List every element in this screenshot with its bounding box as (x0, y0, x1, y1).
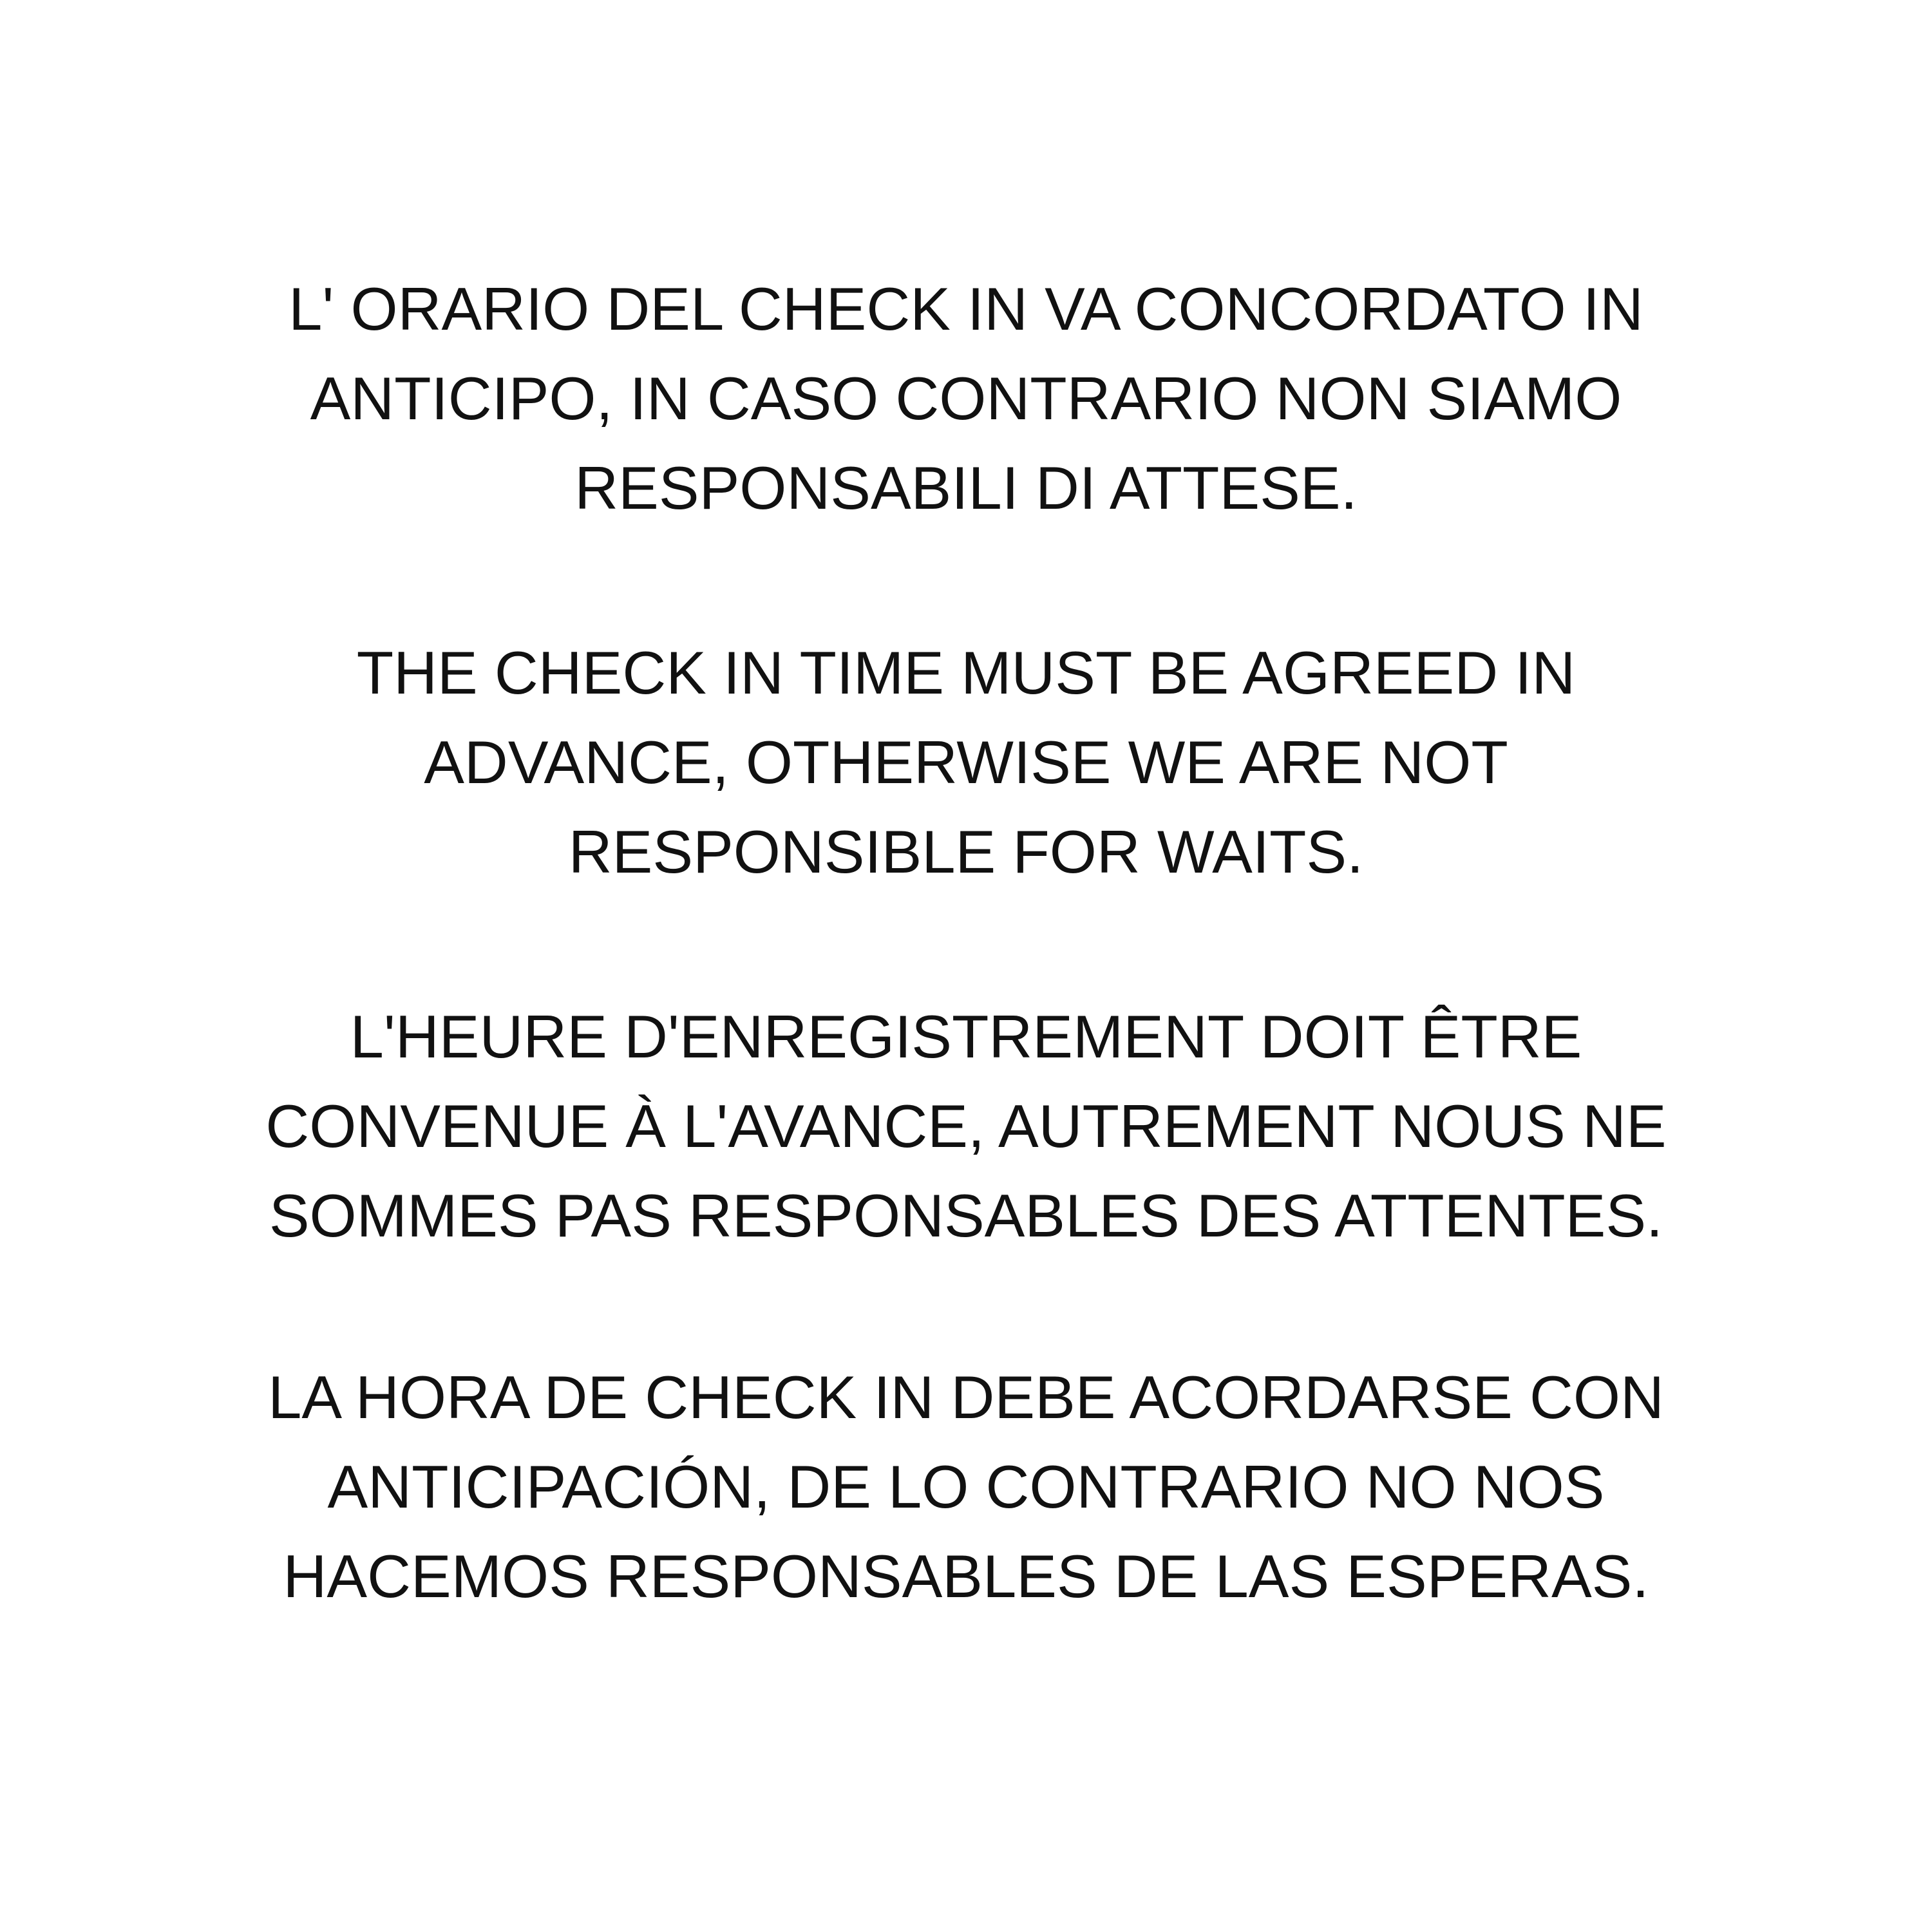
notice-line: SOMMES PAS RESPONSABLES DES ATTENTES. (269, 1182, 1663, 1249)
notice-paragraph-italian (0, 264, 1932, 533)
notice-paragraph-french (0, 992, 1932, 1260)
notice-line: RESPONSABILI DI ATTESE. (574, 454, 1358, 522)
notice-paragraph-english (0, 628, 1932, 896)
notice-line: L' ORARIO DEL CHECK IN VA CONCORDATO IN (289, 275, 1643, 343)
notice-line: LA HORA DE CHECK IN DEBE ACORDARSE CON (268, 1363, 1664, 1431)
notice-line: HACEMOS RESPONSABLES DE LAS ESPERAS. (283, 1542, 1649, 1610)
notice-line: ANTICIPACIÓN, DE LO CONTRARIO NO NOS (327, 1453, 1605, 1520)
notice-line: L'HEURE D'ENREGISTREMENT DOIT ÊTRE (350, 1003, 1582, 1070)
notice-line: CONVENUE À L'AVANCE, AUTREMENT NOUS NE (265, 1092, 1667, 1160)
notice-line: RESPONSIBLE FOR WAITS. (568, 818, 1364, 886)
notice-line: ANTICIPO, IN CASO CONTRARIO NON SIAMO (310, 365, 1622, 432)
notice-paragraph-spanish (0, 1352, 1932, 1621)
notice-line: THE CHECK IN TIME MUST BE AGREED IN (356, 639, 1576, 706)
notice-line: ADVANCE, OTHERWISE WE ARE NOT (424, 728, 1508, 796)
